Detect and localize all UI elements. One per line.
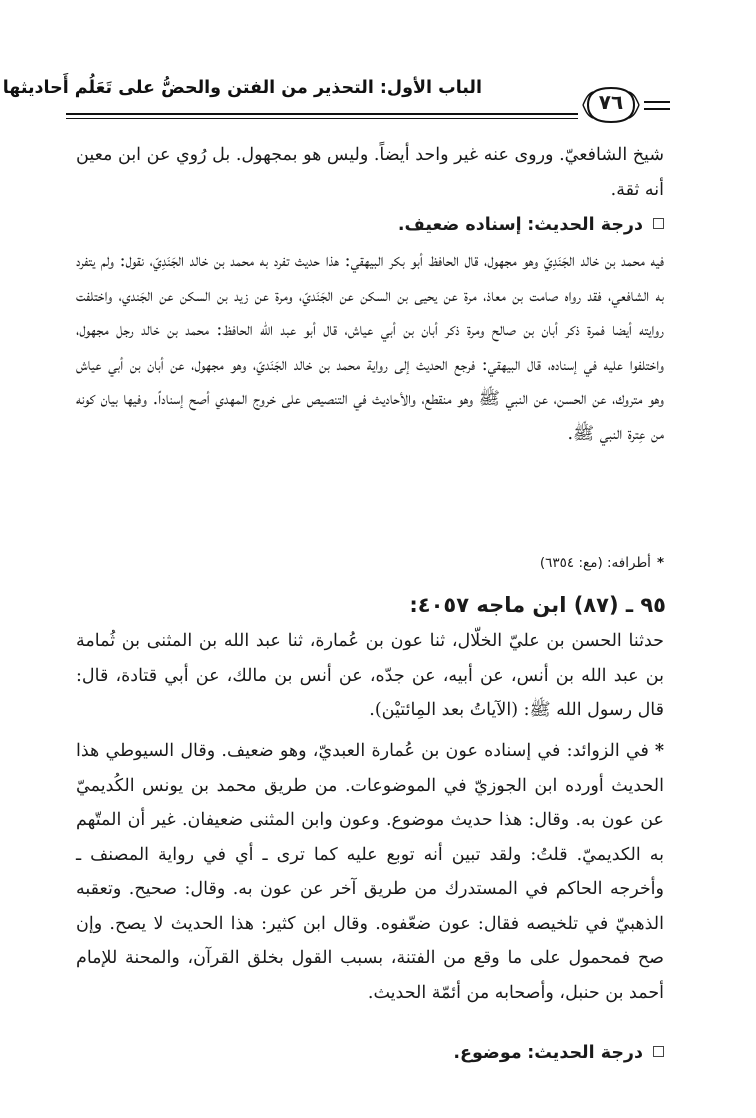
header-rule-right-lower xyxy=(644,108,670,110)
chapter-title: الباب الأول: التحذير من الفتن والحضُّ على تَعَلُم أَحاديثها xyxy=(2,78,482,98)
hadith-grade-line-2 xyxy=(76,1036,664,1071)
intro-paragraph: شيخ الشافعيّ. وروى عنه غير واحد أيضاً. وليس هو بمجهول. بل رُوي عن ابن معين أنه ثقة. xyxy=(76,145,664,200)
zawaid-paragraph xyxy=(76,734,664,1010)
cross-reference-note xyxy=(76,552,664,574)
header-rule xyxy=(66,113,578,115)
grade-value-2: موضوع. xyxy=(453,1043,522,1063)
commentary-paragraph: فيه محمد بن خالد الجَنَدِيّ وهو مجهول، قال الحافظ أبو بكر البيهقي: هذا حديث تفرد به محمد بن خالد الجَنَدِيّ، نقول: ولم يتفرد به الشافعي، فقد رواه صامت بن معاذ، مرة عن يحيى بن السكن عن الجَنَديّ، ومرة عن زيد بن السكن عن الجَندي، واختلفت روايته أيضا فمرة ذكر أبان بن صالح ومرة ذكر أبان بن أبي عياش، قال أبو عبد الله الحافظ: محمد بن خالد رجل مجهول، واختلفوا عليه في إسناده، قال البيهقي: فرجع الحديث إلى رواية محمد بن خالد الجَنَديّ، وهو مجهول، عن أبان بن أبي عياش وهو متروك، عن الحسن، عن النبي ﷺ وهو منقطع، والأحاديث في التنصيص على خروج المهدي أصح إسناداً. وفيها بيان كونه من عِترة النبي ﷺ. xyxy=(76,251,664,444)
asterisk-icon: * xyxy=(654,741,664,761)
running-header xyxy=(0,70,756,130)
hadith-grade-line xyxy=(76,208,664,243)
page-number: ٧٦ xyxy=(598,90,624,114)
hadith-text: حدثنا الحسن بن عليّ الخلّال، ثنا عون بن عُمارة، ثنا عبد الله بن المثنى بن ثُمامة بن عبد الله بن أنس، عن أبيه، عن جدّه، عن أنس بن مالك، عن أبي قتادة، قال: قال رسول الله ﷺ: (الآياتُ بعد المِائتيْن). xyxy=(76,631,664,720)
grade-label: درجة الحديث: xyxy=(527,215,643,235)
zawaid-text: في الزوائد: في إسناده عون بن عُمارة العبديّ، وهو ضعيف. وقال السيوطي هذا الحديث أورده ابن الجوزيّ في الموضوعات. من طريق محمد بن يونس الكُديميّ عن عون به. وقال: هذا حديث موضوع. وعون وابن المثنى ضعيفان. غير أن المتّهم به الكديميّ. قلتُ: ولقد تبين أنه توبع عليه كما ترى ـ أي في رواية المصنف ـ وأخرجه الحاكم في المستدرك من طريق آخر عن عون به. وقال: صحيح. وتعقبه الذهبيّ في تلخيصه فقال: عون ضعّفوه. وقال ابن كثير: هذا الحديث لا يصح. وإن صح فمحمول على ما وقع من الفتنة، بسبب القول بخلق القرآن، والمحنة للإمام أحمد بن حنبل، وأصحابه من أئمّة الحديث. xyxy=(76,741,664,1003)
header-rule-thin xyxy=(66,118,578,119)
hadith-heading: ٩٥ ـ (٨٧) ابن ماجه ٤٠٥٧: xyxy=(409,593,666,617)
square-bullet-icon xyxy=(653,218,664,229)
grade-label-2: درجة الحديث: xyxy=(527,1043,643,1063)
asterisk-icon: * xyxy=(656,555,664,571)
header-rule-right xyxy=(644,101,670,103)
cross-reference-text: أطرافه: (مع: ٦٣٥٤) xyxy=(539,555,651,571)
page-number-badge xyxy=(580,84,642,126)
grade-value: إسناده ضعيف. xyxy=(397,215,522,235)
square-bullet-icon xyxy=(653,1046,664,1057)
